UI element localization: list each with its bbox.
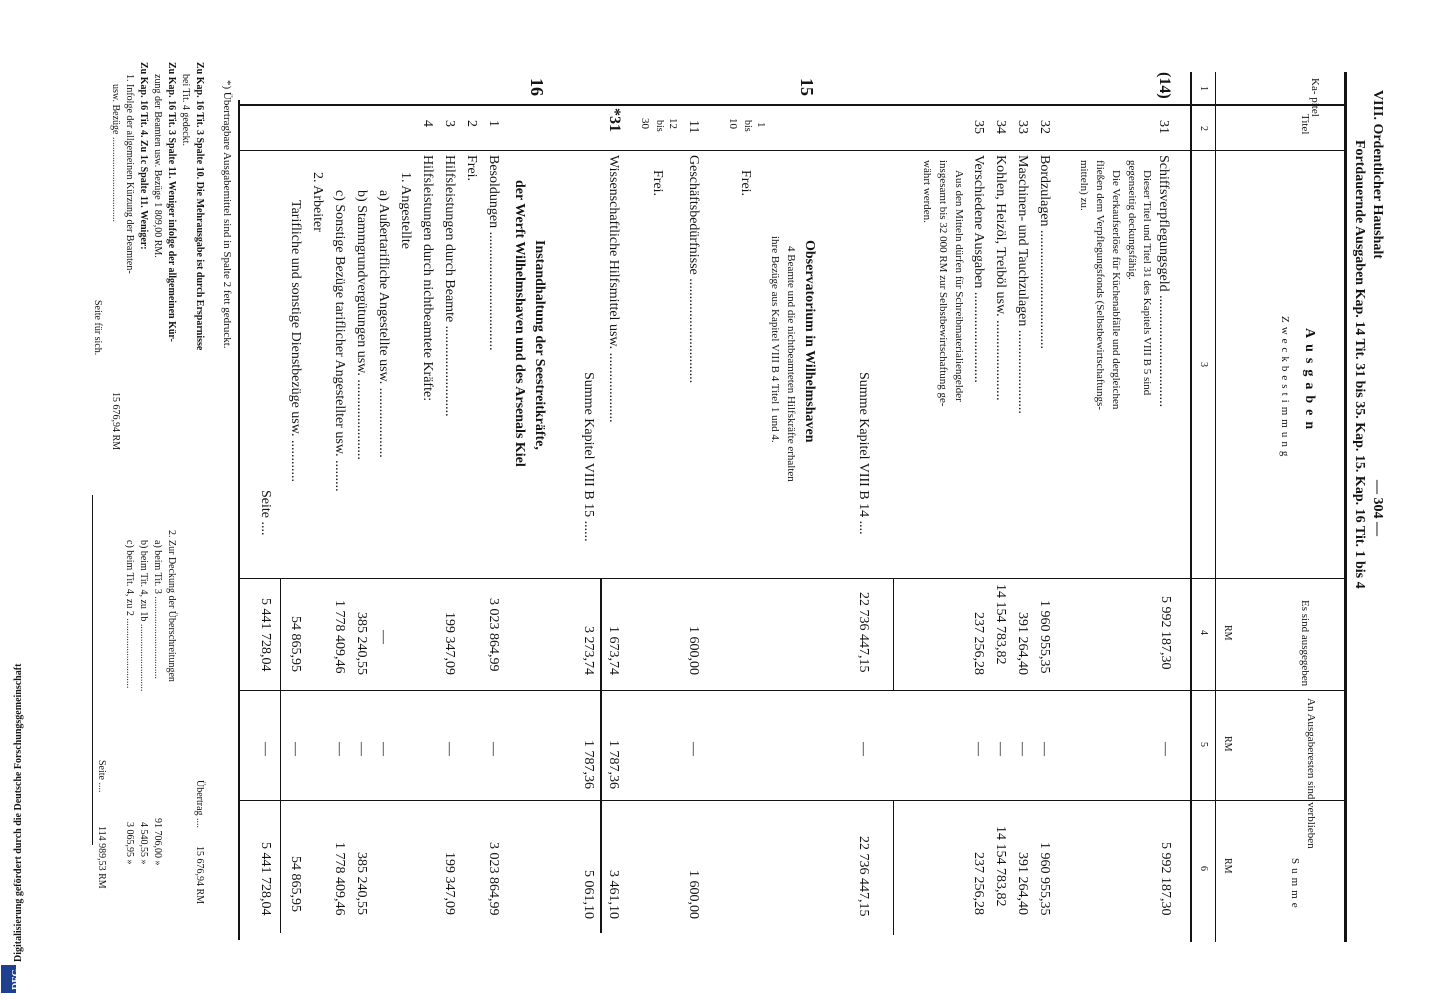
footnote-3-amount: 15 676,94 RM <box>110 392 121 451</box>
row-11-spent: 1 600,00 <box>686 626 701 675</box>
title-1-bis-10-b: bis <box>742 120 753 132</box>
col4-5-rule <box>238 690 1344 691</box>
col-number-5: 5 <box>1198 742 1209 747</box>
digitization-credit: Digitalisierung gefördert durch die Deutsche Forschungsgemeinschaft <box>13 663 24 962</box>
sum-14-rest: — <box>856 742 871 756</box>
footnote-2: Zu Kap. 16 Tit. 3 Spalte 11. Weniger infolge der allgemeinen Kür- <box>166 62 177 342</box>
row-16-2-text: Frei. <box>464 155 479 182</box>
footnote-seite2: Seite .... <box>96 760 107 793</box>
row-16-1-text: Besoldungen .................................. <box>486 155 501 351</box>
row-35-text: Verschiedene Ausgaben .......................... <box>971 155 986 383</box>
col-kapitel-header: Ka- pitel <box>1309 78 1321 117</box>
sum-14-spent: 22 736 447,15 <box>856 592 871 673</box>
row-35-note3: währt werden. <box>921 160 933 223</box>
row-16-4-text: Hilfsleistungen durch nichtbeamtete Kräfte: <box>420 155 435 402</box>
row-31-spent: 5 992 187,30 <box>1158 596 1173 670</box>
row-35-note2: insgesamt bis 32 000 RM zur Selbstbewirtschaftung ge- <box>937 160 949 407</box>
table-top-rule <box>1344 72 1347 942</box>
row-31-note5: mitteln) zu. <box>1078 160 1090 211</box>
row-31-rest: — <box>1158 742 1173 756</box>
dfg-logo <box>1 965 22 993</box>
chapter-14: (14) <box>1156 72 1173 99</box>
chapter-15: 15 <box>797 78 817 96</box>
page-number: — 304 — <box>1370 480 1385 536</box>
sum-14-label: Summe Kapitel VIII B 14 .... <box>856 372 871 535</box>
row-16-4-1a-spent: — <box>376 630 391 644</box>
row-16-4-2: 2. Arbeiter <box>310 172 325 232</box>
footnote-right-c: c) beim Tit. 4, zu 2 ............................ <box>124 540 135 689</box>
footnote-3c: usw. Bezüge .................................. <box>110 84 121 222</box>
row-32-text: Bordzulagen .................................. <box>1037 155 1052 350</box>
title-31: 31 <box>1156 120 1171 134</box>
dfg-logo-text: DFG <box>11 968 22 990</box>
section-title: VIII. Ordentlicher Haushalt <box>1370 90 1385 259</box>
row-35-rest: — <box>971 742 986 756</box>
row-16-4-1: 1. Angestellte <box>398 172 413 249</box>
row-32-spent: 1 960 955,35 <box>1037 600 1052 674</box>
footnote-seite2-amount: 114 989,53 RM <box>96 826 107 889</box>
row-16-4-1c: c) Sonstige Bezüge tariflicher Angestellter usw. ......... <box>332 190 347 492</box>
footnote-right-2: 2. Zur Deckung der Überschreitungen <box>166 530 177 682</box>
row-34-sum: 14 154 783,82 <box>993 826 1008 907</box>
row-11-sum: 1 600,00 <box>686 870 701 919</box>
title-16-1: 1 <box>486 120 501 127</box>
sum-15-sum: 5 061,10 <box>581 870 596 919</box>
chapter-16: 16 <box>527 78 547 96</box>
row-16-4-1b: b) Stammgrundvergütungen usw. ....................... <box>354 190 369 460</box>
title-31-star: *31 <box>606 108 623 132</box>
col-ausgegeben-header: Es sind ausgegeben <box>1299 600 1311 687</box>
col-summe-header: Summe <box>1289 858 1301 912</box>
title-12-bis-30-b: bis <box>654 120 665 132</box>
row-16-3-sum: 199 347,09 <box>442 852 457 915</box>
observatorium-note1: 4 Beamte und die nichtbeamteten Hilfskräfte erhalten <box>785 246 797 482</box>
observatorium-note2: ihre Bezüge aus Kapitel VIII B 4 Titel 1 und 4. <box>769 236 781 443</box>
col-zweck-header: Zweckbestimmung <box>1279 316 1291 461</box>
footnote-2b: zung der Beamten usw. Bezüge 1 809,00 RM. <box>152 74 163 258</box>
title-16-2: 2 <box>464 120 479 127</box>
seite-rule <box>280 578 281 933</box>
k16-heading2: der Werft Wilhelmshaven und des Arsenals Kiel <box>512 180 527 467</box>
col3-4-rule <box>238 578 1344 579</box>
col-number-2: 2 <box>1198 126 1209 131</box>
title-12-bis-30-text: Frei. <box>650 170 665 197</box>
row-16-4-1b-rest: — <box>354 742 369 756</box>
footnote-uebertrag-amount: 15 676,94 RM <box>194 846 205 905</box>
row-16-4-1b-spent: 385 240,55 <box>354 612 369 675</box>
row-31-text: Schiffsverpflegungsgeld ................................ <box>1156 155 1171 408</box>
row-16-4-1c-sum: 1 778 409,46 <box>332 842 347 916</box>
footnote-uebertrag: Übertrag .... <box>194 780 205 829</box>
row-31-sum: 5 992 187,30 <box>1158 842 1173 916</box>
row-16-4-1b-sum: 385 240,55 <box>354 852 369 915</box>
row-31-note4: fließen dem Verpflegungsfonds (Selbstbewirtschaftungs- <box>1094 160 1106 410</box>
title-33: 33 <box>1015 120 1030 134</box>
seite-sum: 5 441 728,04 <box>258 842 273 916</box>
col-number-4: 4 <box>1198 630 1209 635</box>
col4-unit: RM <box>1222 625 1233 641</box>
title-1-bis-10-text: Frei. <box>738 170 753 197</box>
title-1-bis-10-c: 10 <box>727 118 739 129</box>
title-11: 11 <box>686 120 701 134</box>
title-16-4: 4 <box>420 120 435 127</box>
row-16-4-1a: a) Außertarifliche Angestellte usw. .................... <box>376 190 391 458</box>
row-33-rest: — <box>1015 742 1030 756</box>
sum-14-sum: 22 736 447,15 <box>856 836 871 917</box>
row-33-text: Maschinen- und Tauchzulagen ........................ <box>1015 155 1030 414</box>
row-33-spent: 391 264,40 <box>1015 612 1030 675</box>
row-16-1-rest: — <box>486 742 501 756</box>
sum-15-label: Summe Kapitel VIII B 15 ...... <box>581 372 596 542</box>
row-31-note1: Dieser Titel und Titel 31 des Kapitels VIII B 5 sind <box>1141 170 1153 396</box>
title-35: 35 <box>971 120 986 134</box>
row-35-sum: 237 256,28 <box>971 852 986 915</box>
row-34-rest: — <box>993 742 1008 756</box>
row-11-rest: — <box>686 742 701 756</box>
col6-unit: RM <box>1222 858 1233 874</box>
col2-3-rule <box>238 150 1344 151</box>
row-32-sum: 1 960 955,35 <box>1037 842 1052 916</box>
col-ausgaben-header: Ausgaben <box>1302 328 1317 436</box>
footnote-right-c-amount: 3 065,95 » <box>124 822 135 865</box>
sum14-rule-a <box>893 578 894 690</box>
col-titel-header: Titel <box>1299 114 1311 135</box>
footnote-star: *) Übertragbare Ausgabemittel sind in Spalte 2 fett gedruckt. <box>221 80 233 349</box>
row-11-text: Geschäftsbedürfnisse .............................. <box>686 155 701 384</box>
row-16-3-rest: — <box>442 742 457 756</box>
title-12-bis-30-c: 30 <box>639 118 651 129</box>
footnote-right-b: b) beim Tit. 4, zu 1b ........................... <box>138 540 149 692</box>
page-subtitle: Fortdauernde Ausgaben Kap. 14 Tit. 31 bis 35. Kap. 15. Kap. 16 Tit. 1 bis 4 <box>1352 140 1367 589</box>
row-34-spent: 14 154 783,82 <box>993 584 1008 665</box>
colnum-rule <box>1190 72 1192 942</box>
col-reste-header: An Ausgaberesten sind verblieben <box>1305 698 1317 849</box>
row-31b-text: Wissenschaftliche Hilfsmittel usw. .................... <box>606 155 621 423</box>
row-16-3-text: Hilfsleistungen durch Beamte .......................... <box>442 155 457 417</box>
row-35-note1: Aus den Mitteln dürfen für Schreibmaterialiengelder <box>953 170 965 402</box>
row-16-4-2a: Tarifliche und sonstige Dienstbezüge usw. ............ <box>288 200 303 482</box>
col-number-1: 1 <box>1198 86 1209 91</box>
title-1-bis-10-a: 1 <box>755 122 767 128</box>
table-bottom-rule <box>238 100 240 940</box>
footnote-seite: Seite für sich. <box>92 300 103 356</box>
row-16-4-1c-spent: 1 778 409,46 <box>332 600 347 674</box>
row-16-4-2a-sum: 54 865,95 <box>288 856 303 912</box>
seite-spent: 5 441 728,04 <box>258 598 273 672</box>
row-16-1-sum: 3 023 864,99 <box>486 842 501 916</box>
footnote-right-a: a) beim Tit. 3 ................................. <box>152 540 163 679</box>
k16-heading1: Instandhaltung der Seestreitkräfte, <box>532 240 547 450</box>
col-number-3: 3 <box>1198 362 1209 367</box>
row-31-note2: gegenseitig deckungsfähig. <box>1126 160 1138 280</box>
row-31b-sum: 3 461,10 <box>606 870 621 919</box>
col5-unit: RM <box>1222 736 1233 752</box>
row-16-4-1a-rest: — <box>376 742 391 756</box>
row-16-4-2a-rest: — <box>288 742 303 756</box>
row-33-sum: 391 264,40 <box>1015 852 1030 915</box>
seite-rest: — <box>258 742 273 756</box>
row-31-note3: Die Verkaufserlöse für Küchenabfälle und dergleichen <box>1110 170 1122 410</box>
footnote-3: Zu Kap. 16 Tit. 4. Zu 1c Spalte 11. Weniger: <box>138 62 149 250</box>
row-16-4-2a-spent: 54 865,95 <box>288 616 303 672</box>
row-34-text: Kohlen, Heizöl, Treiböl usw. ....................... <box>993 155 1008 401</box>
sum-15-spent: 3 273,74 <box>581 626 596 675</box>
header-row-rule <box>1215 72 1216 942</box>
footnote-1: Zu Kap. 16 Tit. 3 Spalte 10. Die Mehrausgabe ist durch Ersparnisse <box>194 62 205 351</box>
row-31b-spent: 1 673,74 <box>606 626 621 675</box>
sum-15-rest: 1 787,36 <box>581 740 596 789</box>
seite-label: Seite .... <box>258 490 273 536</box>
footnote-right-a-amount: 91 706,00 » <box>152 818 163 866</box>
row-16-4-1c-rest: — <box>332 742 347 756</box>
observatorium-heading: Observatorium in Wilhelmshaven <box>802 240 817 443</box>
row-31b-rest: 1 787,36 <box>606 740 621 789</box>
row-16-1-spent: 3 023 864,99 <box>486 598 501 672</box>
title-34: 34 <box>993 120 1008 134</box>
row-35-spent: 237 256,28 <box>971 612 986 675</box>
footnote-right-b-amount: 4 540,55 » <box>138 822 149 865</box>
footnote-3b: 1. Infolge der allgemeinen Kürzung der Beamten- <box>124 74 135 274</box>
sum15-rule <box>600 578 602 933</box>
row-16-3-spent: 199 347,09 <box>442 612 457 675</box>
row-32-rest: — <box>1037 742 1052 756</box>
title-12-bis-30-a: 12 <box>667 118 679 129</box>
sum14-rule-b <box>893 800 894 935</box>
col1-2-rule <box>238 104 1344 106</box>
col5-6-rule <box>238 800 1344 801</box>
footnote-1b: bei Tit. 4 gedeckt. <box>180 74 191 146</box>
footnote-divider <box>92 495 93 845</box>
title-32: 32 <box>1037 120 1052 134</box>
title-16-3: 3 <box>442 120 457 127</box>
col-number-6: 6 <box>1198 866 1209 871</box>
